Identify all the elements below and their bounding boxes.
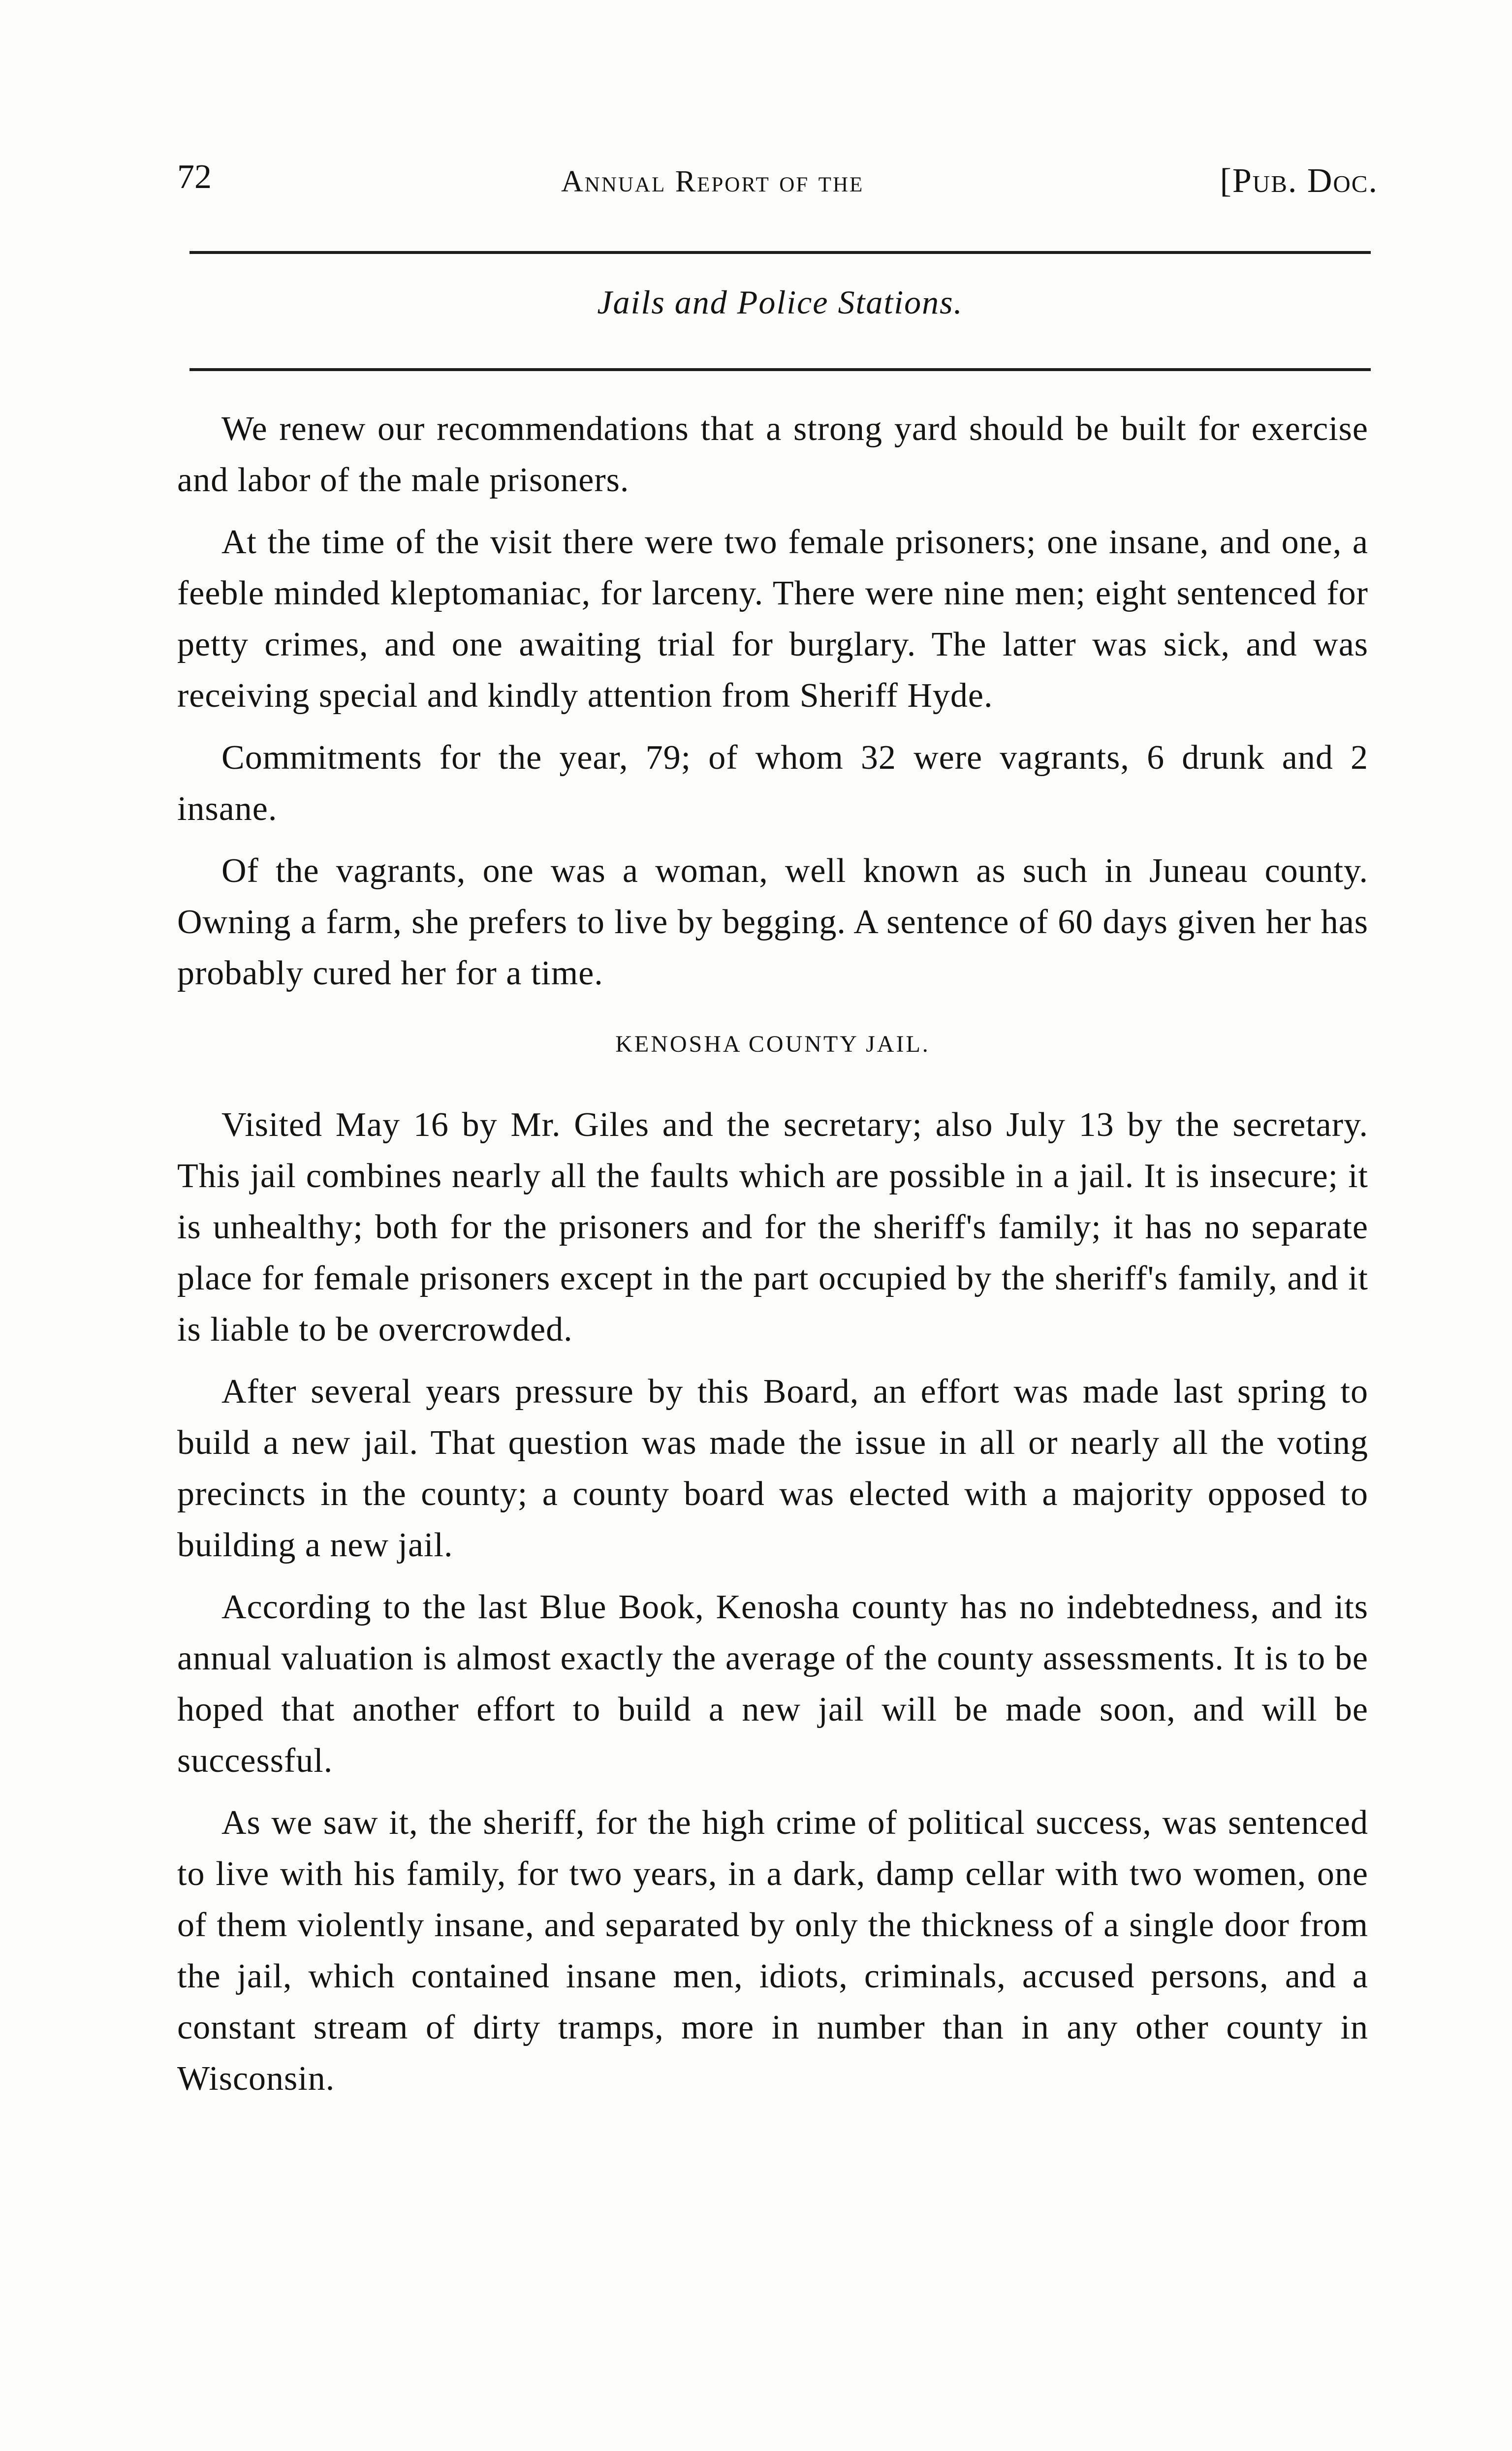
paragraph: We renew our recommendations that a strong yard should be built for exercise and labor of the male prisoners. xyxy=(177,410,1368,499)
paragraph: According to the last Blue Book, Kenosha county has no indebtedness, and its annual valuation is almost exactly the average of the county assessments. It is to be hoped that another effort to build a new jail will be made soon, and will be successful. xyxy=(177,1588,1368,1780)
paragraph: Commitments for the year, 79; of whom 32 were vagrants, 6 drunk and 2 insane. xyxy=(177,739,1368,828)
subheading: KENOSHA COUNTY JAIL. xyxy=(615,1031,930,1057)
paragraph: At the time of the visit there were two female prisoners; one insane, and one, a feeble minded kleptomaniac, for larceny. There were nine men; eight sentenced for petty crimes, and one awaiting trial for burglary. The latter was sick, and was receiving special and kindly attention from Sheriff Hyde. xyxy=(177,523,1368,715)
document-label: [Pub. Doc. xyxy=(1220,162,1378,200)
header-rule-bottom xyxy=(189,368,1371,371)
page-number: 72 xyxy=(177,158,212,196)
section-title: Jails and Police Stations. xyxy=(597,283,963,321)
paragraph: After several years pressure by this Board, an effort was made last spring to build a new jail. That question was made the issue in all or nearly all the voting precincts in the county; a county board was elected with a majority opposed to building a new jail. xyxy=(177,1373,1368,1564)
header-rule-top xyxy=(189,251,1371,254)
paragraph: Of the vagrants, one was a woman, well known as such in Juneau county. Owning a farm, she prefers to live by begging. A sentence of 60 days given her has probably cured her for a time. xyxy=(177,852,1368,992)
running-head: Annual Report of the xyxy=(561,165,864,198)
page-header xyxy=(177,157,1378,217)
paragraph: As we saw it, the sheriff, for the high crime of political success, was sentenced to live with his family, for two years, in a dark, damp cellar with two women, one of them violently insane, and separated by only the thickness of a single door from the jail, which contained insane men, idiots, criminals, accused persons, and a constant stream of dirty tramps, more in number than in any other county in Wisconsin. xyxy=(177,1804,1368,2098)
body-text xyxy=(177,404,1368,2115)
paragraph: Visited May 16 by Mr. Giles and the secretary; also July 13 by the secretary. This jail combines nearly all the faults which are possible in a jail. It is insecure; it is unhealthy; both for the prisoners and for the sheriff's family; it has no separate place for female prisoners except in the part occupied by the sheriff's family, and it is liable to be overcrowded. xyxy=(177,1106,1368,1349)
